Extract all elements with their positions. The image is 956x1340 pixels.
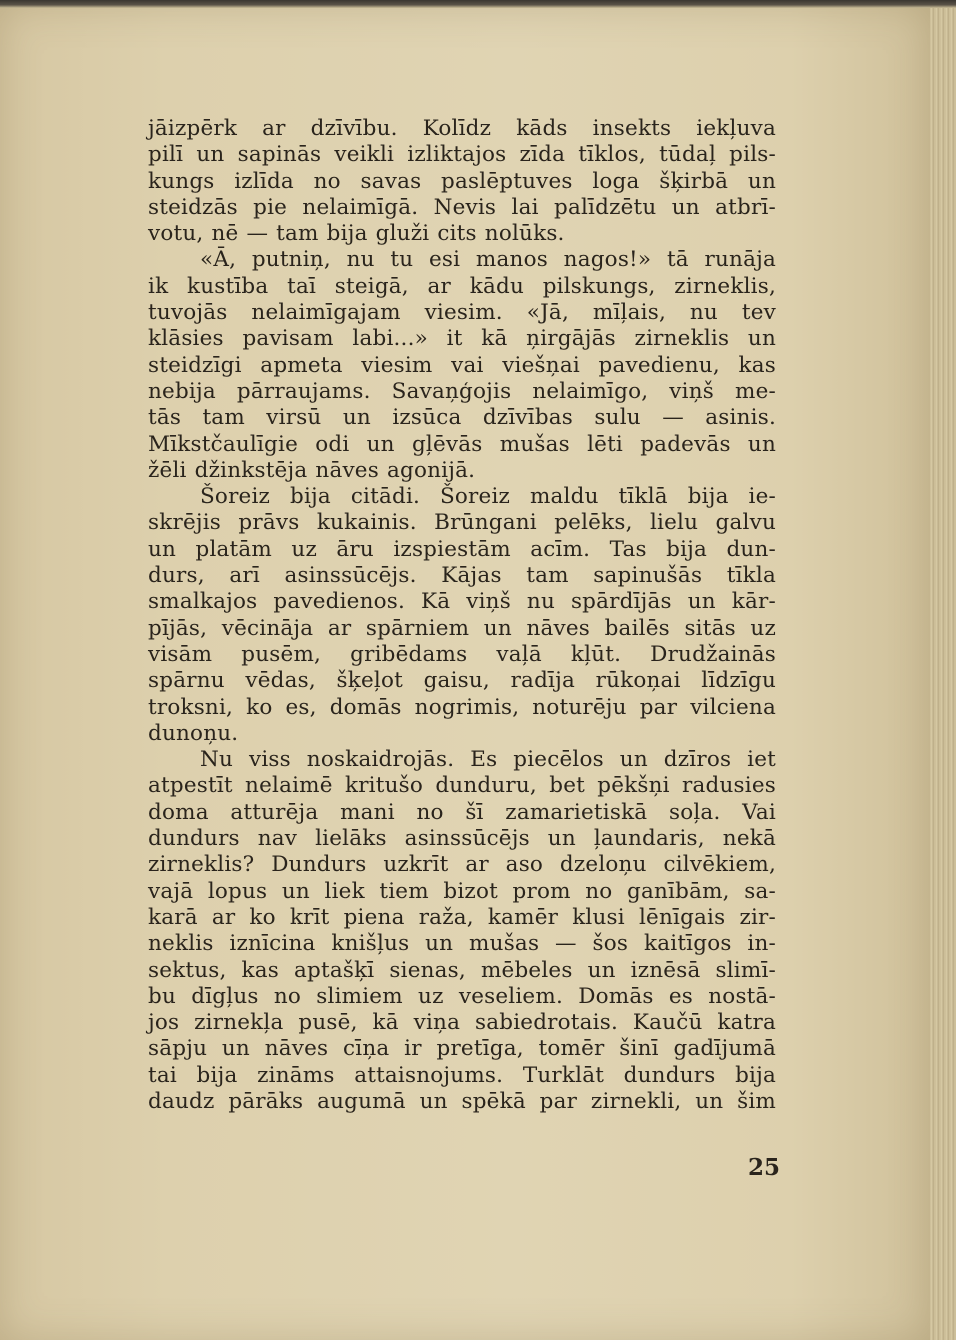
text-line: troksni, ko es, domās nogrimis, noturēju par vilciena [148, 694, 776, 720]
text-line: kungs izlīda no savas paslēptuves loga šķirbā un [148, 168, 776, 194]
text-line: skrējis prāvs kukainis. Brūngani pelēks, lielu galvu [148, 510, 776, 536]
text-line: jāizpērk ar dzīvību. Kolīdz kāds insekts iekļuva [148, 116, 776, 141]
text-line: tai bija zināms attaisnojums. Turklāt dundurs bija [148, 1062, 776, 1088]
text-line: tuvojās nelaimīgajam viesim. «Jā, mīļais, nu tev [148, 300, 776, 326]
text-line: durs, arī asinssūcējs. Kājas tam sapinušās tīkla [148, 563, 776, 589]
text-line: steidzīgi apmeta viesim vai viešņai pavedienu, kas [148, 352, 776, 378]
text-line: vajā lopus un liek tiem bizot prom no ganībām, sa- [148, 878, 776, 904]
text-line: «Ā, putniņ, nu tu esi manos nagos!» tā runāja [200, 247, 776, 273]
text-line: steidzās pie nelaimīgā. Nevis lai palīdzētu un atbrī- [148, 194, 776, 220]
text-line: zirneklis? Dundurs uzkrīt ar aso dzeloņu cilvēkiem, [148, 852, 776, 878]
text-line: žēli džinkstēja nāves agonijā. [148, 457, 476, 483]
text-line: doma atturēja mani no šī zamarietiskā soļa. Vai [148, 799, 776, 825]
text-line: votu, nē — tam bija gluži cits nolūks. [148, 221, 565, 247]
text-line: spārnu vēdas, šķeļot gaisu, radīja rūkoņai līdzīgu [148, 668, 776, 694]
text-line: jos zirnekļa pusē, kā viņa sabiedrotais. Kaučū katra [148, 1010, 776, 1036]
text-line: visām pusēm, gribēdams vaļā kļūt. Drudžainās [148, 641, 776, 667]
text-line: dundurs nav lielāks asinssūcējs un ļaundaris, nekā [148, 826, 776, 852]
text-line: klāsies pavisam labi...» it kā ņirgājās zirneklis un [148, 326, 776, 352]
text-line: nebija pārraujams. Savaņģojis nelaimīgo, viņš me- [148, 378, 776, 404]
text-line: dunoņu. [148, 720, 239, 746]
text-line: bu dīgļus no slimiem uz veseliem. Domās es nostā- [148, 983, 776, 1009]
text-line: pījās, vēcināja ar spārniem un nāves bailēs sitās uz [148, 615, 776, 641]
text-line: karā ar ko krīt piena raža, kamēr klusi lēnīgais zir- [148, 904, 776, 930]
text-line: smalkajos pavedienos. Kā viņš nu spārdījās un kār- [148, 589, 776, 615]
text-line: tās tam virsū un izsūca dzīvības sulu — asinis. [148, 405, 776, 431]
text-line: neklis iznīcina knišļus un mušas — šos kaitīgos in- [148, 931, 776, 957]
text-line: ik kustība taī steigā, ar kādu pilskungs, zirneklis, [148, 273, 776, 299]
text-line: Šoreiz bija citādi. Šoreiz maldu tīklā bija ie- [200, 484, 776, 510]
body-text [148, 116, 776, 1115]
text-line: un platām uz āru izspiestām acīm. Tas bija dun- [148, 536, 776, 562]
text-line: sāpju un nāves cīņa ir pretīga, tomēr šinī gadījumā [148, 1036, 776, 1062]
text-line: sektus, kas aptašķī sienas, mēbeles un iznēsā slimī- [148, 957, 776, 983]
text-line: pilī un sapinās veikli izliktajos zīda tīklos, tūdaļ pils- [148, 142, 776, 168]
page-number: 25 [748, 1154, 781, 1181]
text-line: Nu viss noskaidrojās. Es piecēlos un dzīros iet [200, 747, 776, 773]
page-edges [930, 0, 956, 1340]
text-line: atpestīt nelaimē kritušo dunduru, bet pēkšņi radusies [148, 773, 776, 799]
text-line: Mīkstčaulīgie odi un gļēvās mušas lēti padevās un [148, 431, 776, 457]
top-edge [0, 0, 956, 8]
text-line: daudz pārāks augumā un spēkā par zirnekli, un šim [148, 1088, 776, 1114]
